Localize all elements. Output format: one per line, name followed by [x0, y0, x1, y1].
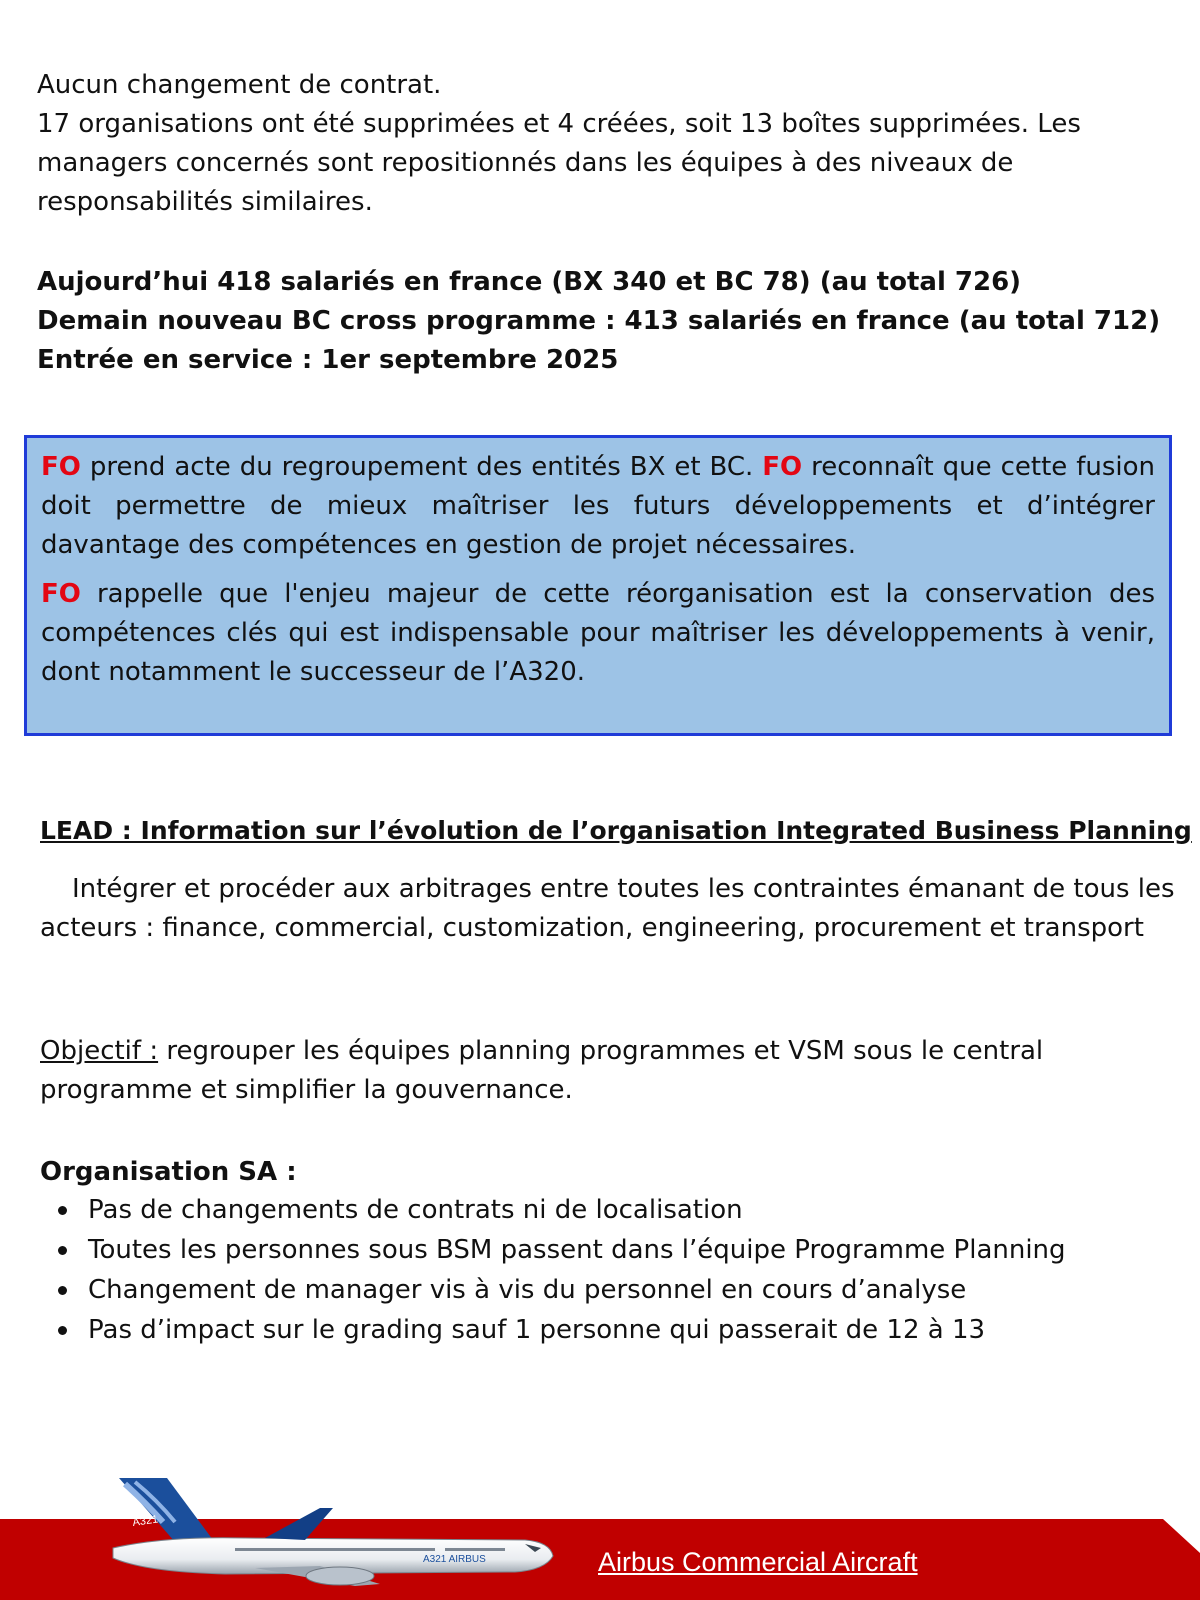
airplane-illustration-icon: [105, 1478, 555, 1588]
intro-line-organisations: 17 organisations ont été supprimées et 4 créées, soit 13 boîtes supprimées. Les managers concernés sont repositionnés dans les équipes à des niveaux de responsabilités similaires.: [37, 109, 1081, 217]
intro-line-contract: Aucun changement de contrat.: [37, 70, 442, 100]
list-item: Toutes les personnes sous BSM passent dans l’équipe Programme Planning: [40, 1230, 1066, 1270]
staff-tomorrow: Demain nouveau BC cross programme : 413 salariés en france (au total 712): [37, 306, 1161, 336]
list-item: Pas de changements de contrats ni de localisation: [40, 1190, 1066, 1230]
fo-paragraph-2: [41, 575, 1155, 692]
objective-label: Objectif :: [40, 1036, 159, 1066]
organisation-list: [40, 1190, 1066, 1350]
fo-label: FO: [762, 452, 803, 482]
objective-text: regrouper les équipes planning programmes et VSM sous le central programme et simplifier la gouvernance.: [40, 1036, 1044, 1105]
footer-company-label[interactable]: Airbus Commercial Aircraft: [598, 1547, 918, 1577]
staff-figures: [37, 263, 1167, 380]
aircraft-fuselage-text: A321 AIRBUS: [423, 1554, 486, 1565]
fo-p1-part-a: prend acte du regroupement des entités BX et BC.: [80, 452, 763, 482]
organisation-title: Organisation SA :: [40, 1157, 297, 1187]
fo-statement-box: [24, 435, 1172, 736]
list-item: Changement de manager vis à vis du personnel en cours d’analyse: [40, 1270, 1066, 1310]
fo-p1-part-b: reconnaît que cette fusion doit permettre de mieux maîtriser les futurs développements et d’intégrer davantage des compétences en gestion de projet nécessaires.: [41, 452, 1156, 560]
aircraft-tail-text: A321: [131, 1513, 159, 1529]
intro-text: [37, 66, 1157, 222]
fo-p2-text: rappelle que l'enjeu majeur de cette réorganisation est la conservation des compétences clés qui est indispensable pour maîtriser les développements à venir, dont notamment le successeur de l’A320.: [41, 579, 1155, 687]
lead-description: Intégrer et procéder aux arbitrages entre toutes les contraintes émanant de tous les acteurs : finance, commercial, customization, engineering, procurement et transport: [40, 874, 1175, 943]
staff-today: Aujourd’hui 418 salariés en france (BX 340 et BC 78) (au total 726): [37, 267, 1022, 297]
list-item: Pas d’impact sur le grading sauf 1 personne qui passerait de 12 à 13: [40, 1310, 1066, 1350]
fo-label: FO: [41, 579, 81, 609]
fo-paragraph-1: [41, 448, 1155, 565]
fo-label: FO: [41, 452, 81, 482]
objective-paragraph: [40, 1032, 1140, 1110]
lead-section-title: LEAD : Information sur l’évolution de l’organisation Integrated Business Planning: [40, 816, 1192, 845]
service-start: Entrée en service : 1er septembre 2025: [37, 345, 619, 375]
